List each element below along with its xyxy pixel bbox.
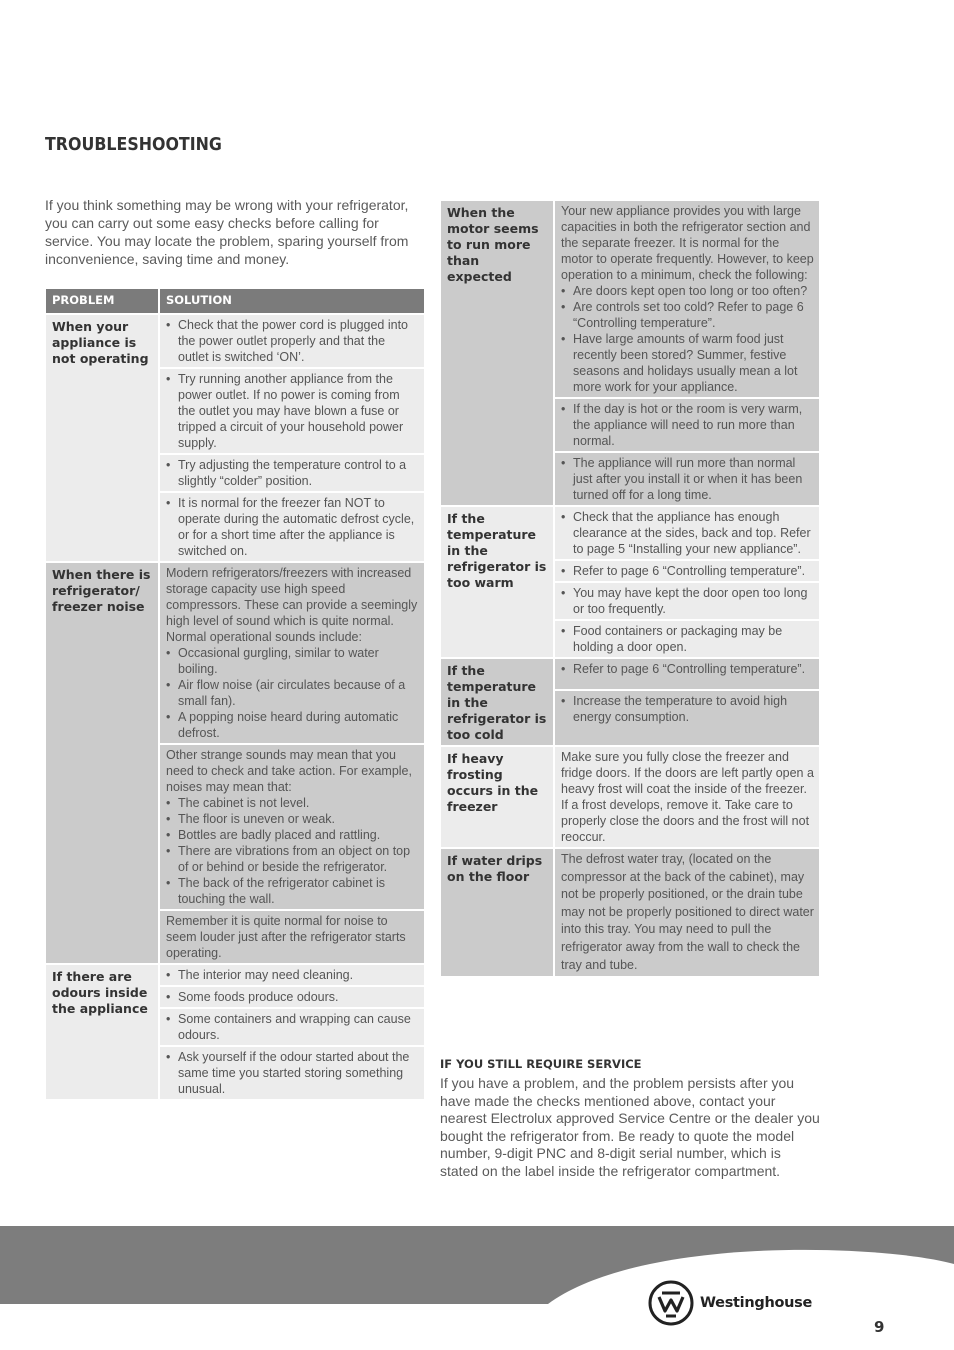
bullet-icon: • bbox=[561, 564, 566, 578]
solution-text: Air flow noise (air circulates because of a small fan). bbox=[178, 678, 406, 708]
solution-text: Bottles are badly placed and rattling. bbox=[178, 828, 381, 842]
solution-cell bbox=[159, 1008, 425, 1046]
solution-cell bbox=[159, 910, 425, 964]
solution-cell bbox=[554, 200, 820, 398]
solution-text: Make sure you fully close the freezer and fridge doors. If the doors are left partly open a heavy frost will coat the inside of the freezer. If a frost develops, remove it. Take care to properly close the doors and the frost will not reoccur. bbox=[561, 750, 814, 844]
problem-cell: When your appliance is not operating bbox=[45, 314, 159, 562]
bullet-icon: • bbox=[166, 646, 171, 660]
problem-cell: When the motor seems to run more than expected bbox=[440, 200, 554, 506]
page-title: TROUBLESHOOTING bbox=[45, 134, 222, 155]
westinghouse-icon bbox=[648, 1280, 694, 1326]
bullet-icon: • bbox=[166, 710, 171, 724]
brand-logo bbox=[648, 1280, 812, 1326]
solution-text: The defrost water tray, (located on the compressor at the back of the cabinet), may not be properly positioned, or the drain tube may not be properly positioned to direct water into this tray. You may need to pull the refrigerator away from the wall to check the tray and tube. bbox=[561, 852, 814, 972]
solution-cell bbox=[159, 368, 425, 454]
table-row bbox=[440, 746, 820, 848]
problem-cell: If there are odours inside the appliance bbox=[45, 964, 159, 1100]
solution-text: The appliance will run more than normal just after you install it or when it has been turned off for a long time. bbox=[573, 456, 803, 502]
page-number: 9 bbox=[874, 1318, 885, 1336]
solution-text: Some foods produce odours. bbox=[178, 990, 339, 1004]
solution-text: Modern refrigerators/freezers with increased storage capacity use high speed compressors. These can provide a seemingly high level of sound which is quite normal. Normal operational sounds include: bbox=[166, 566, 418, 644]
bullet-icon: • bbox=[561, 510, 566, 524]
solution-cell bbox=[554, 452, 820, 506]
bullet-icon: • bbox=[561, 624, 566, 638]
bullet-icon: • bbox=[561, 586, 566, 600]
solution-cell bbox=[159, 492, 425, 562]
solution-cell bbox=[554, 506, 820, 560]
solution-text: Ask yourself if the odour started about the same time you started storing something unusual. bbox=[178, 1050, 410, 1096]
bullet-icon: • bbox=[166, 1012, 171, 1026]
problem-cell: If water drips on the floor bbox=[440, 848, 554, 977]
solution-text: The floor is uneven or weak. bbox=[178, 812, 336, 826]
solution-text: It is normal for the freezer fan NOT to operate during the automatic defrost cycle, or for a short time after the appliance is switched on. bbox=[178, 496, 415, 558]
bullet-icon: • bbox=[166, 458, 171, 472]
problem-cell: When there is refrigerator/ freezer noise bbox=[45, 562, 159, 964]
table-row bbox=[45, 964, 425, 986]
bullet-icon: • bbox=[166, 678, 171, 692]
solution-text: Check that the appliance has enough clearance at the sides, back and top. Refer to page 5 “Installing your new appliance”. bbox=[573, 510, 811, 556]
solution-cell bbox=[554, 560, 820, 582]
table-row bbox=[45, 314, 425, 368]
solution-text: The back of the refrigerator cabinet is touching the wall. bbox=[178, 876, 386, 906]
solution-cell bbox=[159, 454, 425, 492]
solution-cell bbox=[554, 620, 820, 658]
solution-text: Increase the temperature to avoid high energy consumption. bbox=[573, 694, 788, 725]
solution-text: A popping noise heard during automatic defrost. bbox=[178, 710, 399, 740]
bullet-icon: • bbox=[166, 968, 171, 982]
bullet-icon: • bbox=[561, 694, 566, 709]
bullet-icon: • bbox=[166, 812, 171, 826]
solution-text: Try running another appliance from the power outlet. If no power is coming from the outlet you may have blown a fuse or tripped a circuit of your household power supply. bbox=[178, 372, 404, 450]
solution-cell bbox=[159, 964, 425, 986]
troubleshooting-table-left bbox=[44, 287, 426, 1101]
solution-text: Food containers or packaging may be holding a door open. bbox=[573, 624, 783, 654]
solution-text: Check that the power cord is plugged into the power outlet properly and that the outlet is switched ‘ON’. bbox=[178, 318, 408, 364]
solution-text: The cabinet is not level. bbox=[178, 796, 310, 810]
solution-text: Try adjusting the temperature control to a slightly “colder” position. bbox=[178, 458, 407, 488]
bullet-icon: • bbox=[166, 796, 171, 810]
solution-cell bbox=[159, 744, 425, 910]
bullet-icon: • bbox=[561, 300, 566, 314]
solution-text: There are vibrations from an object on top of or behind or beside the refrigerator. bbox=[178, 844, 411, 874]
bullet-icon: • bbox=[561, 402, 566, 416]
bullet-icon: • bbox=[166, 318, 171, 332]
solution-cell bbox=[554, 398, 820, 452]
solution-text: Some containers and wrapping can cause odours. bbox=[178, 1012, 411, 1042]
bullet-icon: • bbox=[166, 844, 171, 858]
bullet-icon: • bbox=[561, 332, 566, 346]
table-row bbox=[440, 200, 820, 398]
solution-header: SOLUTION bbox=[159, 288, 425, 314]
service-paragraph: If you have a problem, and the problem persists after you have made the checks mentioned above, contact your nearest Electrolux approved Service Centre or the dealer you bought the refrigerator from. Be ready to quote the model number, 9-digit PNC and 8-digit serial number, which is stated on the label inside the refrigerator compartment. bbox=[440, 1075, 820, 1179]
solution-cell bbox=[159, 986, 425, 1008]
problem-header: PROBLEM bbox=[45, 288, 159, 314]
solution-text: Your new appliance provides you with large capacities in both the refrigerator section and the separate freezer. It is normal for the motor to operate frequently. However, to keep operation to a minimum, check the following: bbox=[561, 204, 814, 282]
solution-text: Are controls set too cold? Refer to page 6 “Controlling temperature”. bbox=[573, 300, 804, 330]
solution-text: The interior may need cleaning. bbox=[178, 968, 354, 982]
solution-text: Occasional gurgling, similar to water boiling. bbox=[178, 646, 379, 676]
solution-cell bbox=[554, 746, 820, 848]
bullet-icon: • bbox=[166, 990, 171, 1004]
table-header-row bbox=[45, 288, 425, 314]
table-row bbox=[440, 658, 820, 690]
solution-text: Refer to page 6 “Controlling temperature”. bbox=[573, 662, 806, 676]
solution-text: Are doors kept open too long or too often? bbox=[573, 284, 808, 298]
bullet-icon: • bbox=[561, 456, 566, 470]
bullet-icon: • bbox=[166, 1050, 171, 1064]
problem-cell: If the temperature in the refrigerator is too warm bbox=[440, 506, 554, 658]
intro-paragraph: If you think something may be wrong with your refrigerator, you can carry out some easy checks before calling for service. You may locate the problem, sparing yourself from inconvenience, saving time and money. bbox=[45, 197, 409, 267]
solution-cell bbox=[159, 314, 425, 368]
bullet-icon: • bbox=[561, 662, 566, 676]
solution-text: You may have kept the door open too long or too frequently. bbox=[573, 586, 808, 616]
solution-cell bbox=[554, 848, 820, 977]
troubleshooting-table-right bbox=[439, 199, 821, 978]
solution-cell bbox=[159, 562, 425, 744]
solution-text: Remember it is quite normal for noise to seem louder just after the refrigerator starts operating. bbox=[166, 914, 406, 960]
bullet-icon: • bbox=[166, 496, 171, 510]
table-row bbox=[440, 848, 820, 977]
solution-cell bbox=[554, 690, 820, 746]
problem-cell: If heavy frosting occurs in the freezer bbox=[440, 746, 554, 848]
solution-text: Refer to page 6 “Controlling temperature”. bbox=[573, 564, 806, 578]
table-row bbox=[45, 562, 425, 744]
bullet-icon: • bbox=[166, 876, 171, 890]
service-heading: IF YOU STILL REQUIRE SERVICE bbox=[440, 1057, 642, 1071]
solution-cell bbox=[554, 582, 820, 620]
bullet-icon: • bbox=[166, 828, 171, 842]
brand-name: Westinghouse bbox=[700, 1295, 813, 1311]
solution-cell bbox=[554, 658, 820, 690]
bullet-icon: • bbox=[166, 372, 171, 386]
bullet-icon: • bbox=[561, 284, 566, 298]
solution-text: If the day is hot or the room is very warm, the appliance will need to run more than normal. bbox=[573, 402, 803, 448]
solution-text: Have large amounts of warm food just recently been stored? Summer, festive seasons and holidays usually mean a lot more work for your appliance. bbox=[573, 332, 798, 394]
solution-cell bbox=[159, 1046, 425, 1100]
table-row bbox=[440, 506, 820, 560]
solution-text: Other strange sounds may mean that you need to check and take action. For example, noises may mean that: bbox=[166, 748, 412, 794]
problem-cell: If the temperature in the refrigerator is too cold bbox=[440, 658, 554, 746]
